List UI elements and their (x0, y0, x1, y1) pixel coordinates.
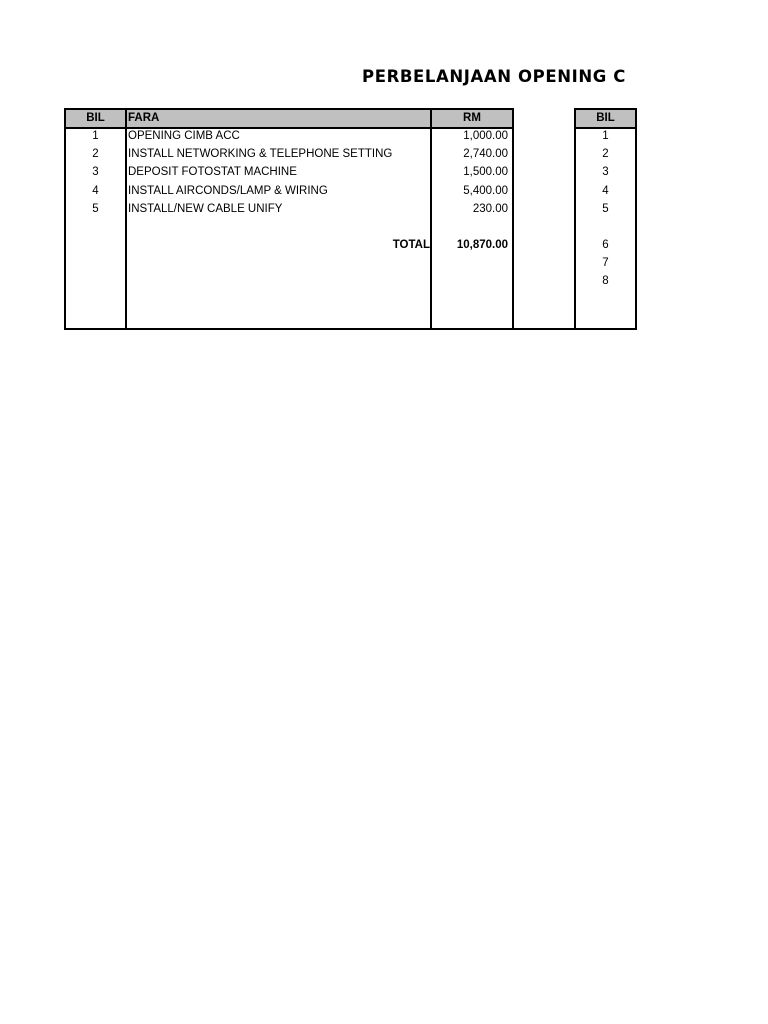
row-2-bil: 2 (92, 148, 99, 160)
bil2-6: 6 (602, 239, 609, 251)
bil2-2: 2 (602, 148, 609, 160)
expense-table (64, 108, 637, 330)
bil2-5: 5 (602, 203, 609, 215)
bil2-8: 8 (602, 275, 609, 287)
row-5-fara: INSTALL/NEW CABLE UNIFY (128, 203, 283, 215)
header-rm: RM (463, 112, 481, 124)
header-bil: BIL (86, 112, 105, 124)
total-label: TOTAL (392, 239, 430, 251)
row-1-fara: OPENING CIMB ACC (128, 130, 240, 142)
bil2-1: 1 (602, 130, 609, 142)
bil2-3: 3 (602, 166, 609, 178)
row-4-fara: INSTALL AIRCONDS/LAMP & WIRING (128, 185, 328, 197)
sheet-title: PERBELANJAAN OPENING C (362, 67, 626, 86)
bottom-border (64, 328, 637, 330)
header-fara: FARA (128, 112, 160, 124)
row-4-rm: 5,400.00 (463, 185, 508, 197)
bil2-4: 4 (602, 185, 609, 197)
row-1-rm: 1,000.00 (463, 130, 508, 142)
total-value: 10,870.00 (456, 239, 508, 251)
row-3-fara: DEPOSIT FOTOSTAT MACHINE (128, 166, 297, 178)
col-divider-5 (635, 108, 637, 330)
col-divider-1 (125, 108, 127, 330)
row-3-bil: 3 (92, 166, 99, 178)
row-5-rm: 230.00 (472, 203, 508, 215)
row-4-bil: 4 (92, 185, 99, 197)
row-2-rm: 2,740.00 (463, 148, 508, 160)
col-divider-3 (512, 108, 514, 330)
bil2-7: 7 (602, 257, 609, 269)
row-2-fara: INSTALL NETWORKING & TELEPHONE SETTING (128, 148, 393, 160)
row-5-bil: 5 (92, 203, 99, 215)
row-3-rm: 1,500.00 (463, 166, 508, 178)
header-bil-2: BIL (596, 112, 615, 124)
row-1-bil: 1 (92, 130, 99, 142)
